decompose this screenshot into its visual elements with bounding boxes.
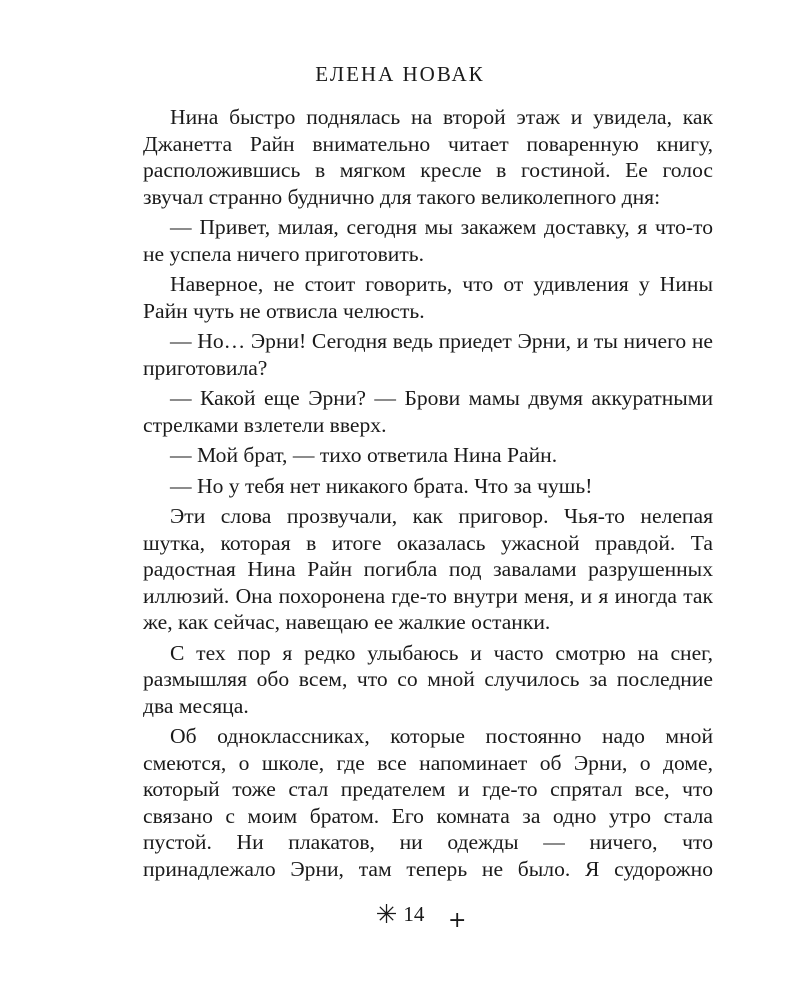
paragraph: — Мой брат, — тихо ответила Нина Райн.	[170, 443, 558, 467]
asterisk-ornament-icon: ✳	[375, 900, 398, 929]
paragraph: Нина быстро поднялась на второй этаж и увидела, как Джанетта Райн внимательно читает поваренную книгу, расположившись в мягком кресле в гостиной. Ее голос звучал странно буднично для такого великолепного дня:	[143, 105, 713, 209]
paragraph: — Привет, милая, сегодня мы закажем доставку, я что-то не успела ничего приготовить.	[143, 215, 713, 266]
paragraph: Об одноклассниках, которые постоянно надо мной смеются, о школе, где все напоминает об Эрни, о доме, который тоже стал предателем и где-то спрятал все, что связано с моим братом. Его комната за одно утро стала пустой. Ни плакатов, ни одежды — ничего, что принадлежало Эрни, там теперь не было. Я судорожно	[143, 724, 713, 881]
paragraph: — Какой еще Эрни? — Брови мамы двумя аккуратными стрелками взлетели вверх.	[143, 386, 713, 437]
body-text	[143, 104, 713, 886]
page-number: 14	[403, 902, 425, 926]
page-footer	[0, 900, 800, 930]
crop-mark-icon: +	[448, 908, 467, 933]
paragraph: С тех пор я редко улыбаюсь и часто смотрю на снег, размышляя обо всем, что со мной случилось за последние два месяца.	[143, 640, 713, 718]
paragraph: Эти слова прозвучали, как приговор. Чья-то нелепая шутка, которая в итоге оказалась ужасной правдой. Та радостная Нина Райн погибла под завалами разрушенных иллюзий. Она похоронена где-то внутри меня, и я иногда так же, как сейчас, навещаю ее жалкие останки.	[143, 504, 713, 634]
paragraph: — Но… Эрни! Сегодня ведь приедет Эрни, и ты ничего не приготовила?	[143, 329, 713, 380]
paragraph: Наверное, не стоит говорить, что от удивления у Нины Райн чуть не отвисла челюсть.	[143, 272, 713, 323]
running-head-author: ЕЛЕНА НОВАК	[315, 62, 485, 86]
paragraph: — Но у тебя нет никакого брата. Что за чушь!	[170, 473, 593, 498]
